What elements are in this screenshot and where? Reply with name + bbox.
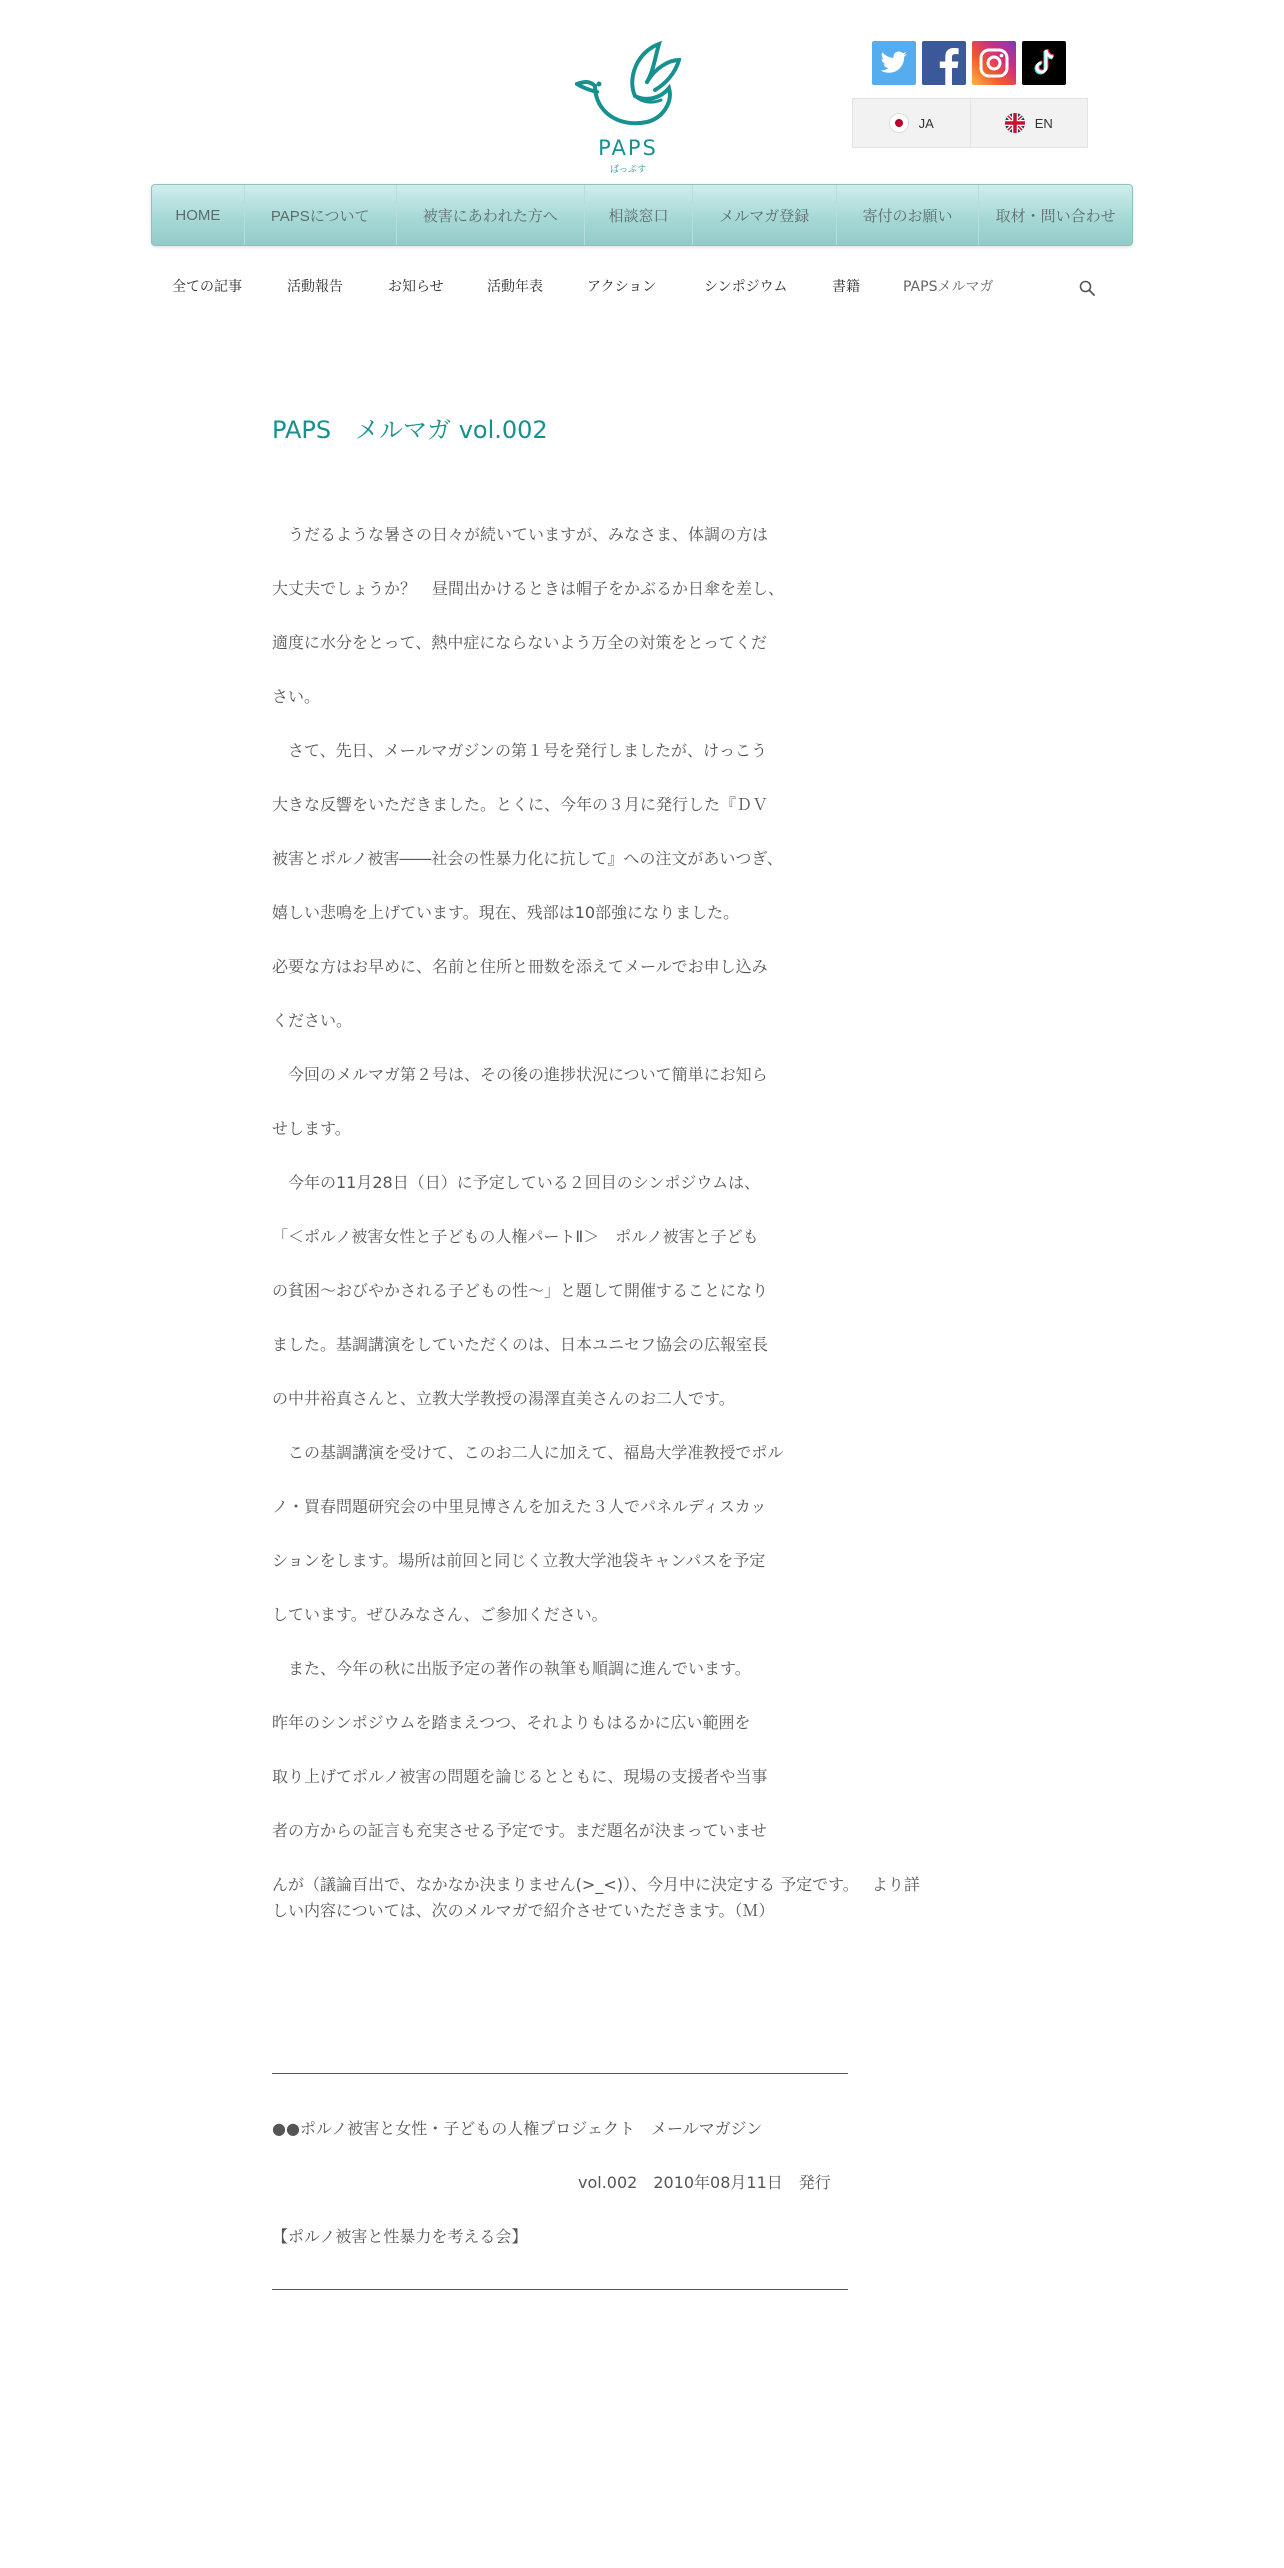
logo-subtext: ぱっぷす xyxy=(609,165,646,175)
article-line: しい内容については、次のメルマガで紹介させていただきます。（Ｍ） xyxy=(272,1901,775,1920)
article-line: 大きな反響をいただきました。とくに、今年の３月に発行した『ＤＶ xyxy=(272,795,769,814)
article-line: ました。基調講演をしていただくのは、日本ユニセフ協会の広報室長 xyxy=(272,1335,769,1354)
article-line: の中井裕真さんと、立教大学教授の湯澤直美さんのお二人です。 xyxy=(272,1389,735,1408)
language-code-ja: JA xyxy=(918,115,934,131)
category-all[interactable]: 全ての記事 xyxy=(172,279,242,295)
article-line: この基調講演を受けて、このお二人に加えて、福島大学准教授でポル xyxy=(272,1443,784,1462)
article-line: んが（議論百出で、なかなか決まりません(>_<)）、今月中に決定する 予定です。 より詳 xyxy=(272,1875,920,1894)
newsletter-issue-date: vol.002 2010年08月11日 発行 xyxy=(578,2173,831,2192)
article-line: ノ・買春問題研究会の中里見博さんを加えた３人でパネルディスカッ xyxy=(272,1497,767,1516)
newsletter-signature-title: ●●ポルノ被害と女性・子どもの人権プロジェクト メールマガジン xyxy=(272,2119,763,2138)
paps-logo[interactable] xyxy=(575,38,681,173)
nav-newsletter-signup[interactable]: メルマガ登録 xyxy=(693,185,837,245)
newsletter-publisher: 【ポルノ被害と性暴力を考える会】 xyxy=(272,2227,528,2246)
divider-top xyxy=(272,2073,848,2074)
tiktok-link[interactable] xyxy=(1022,41,1066,85)
category-action[interactable]: アクション xyxy=(587,279,657,295)
article-line: ください。 xyxy=(272,1011,353,1030)
article-line: 適度に水分をとって、熱中症にならないよう万全の対策をとってくだ xyxy=(272,633,768,652)
article-line: 取り上げてポルノ被害の問題を論じるとともに、現場の支援者や当事 xyxy=(272,1767,768,1786)
category-news[interactable]: お知らせ xyxy=(388,279,444,295)
language-code-en: EN xyxy=(1034,115,1053,131)
category-books[interactable]: 書籍 xyxy=(832,279,860,295)
article-line: 被害とポルノ被害――社会の性暴力化に抗して』への注文があいつぎ、 xyxy=(272,849,783,868)
logo-text: PAPS xyxy=(598,136,658,160)
nav-donation[interactable]: 寄付のお願い xyxy=(837,185,980,245)
nav-contact[interactable]: 取材・問い合わせ xyxy=(995,207,1116,225)
article-line: さい。 xyxy=(272,687,321,706)
language-selector xyxy=(852,98,1088,148)
article-line: 大丈夫でしょうか？ 昼間出かけるときは帽子をかぶるか日傘を差し、 xyxy=(272,579,785,598)
article-line: 今年の11月28日（日）に予定している２回目のシンポジウムは、 xyxy=(272,1173,761,1192)
category-symposium[interactable]: シンポジウム xyxy=(704,279,788,295)
language-option-en[interactable] xyxy=(970,99,1088,147)
instagram-icon xyxy=(978,47,1010,79)
article-line: 必要な方はお早めに、名前と住所と冊数を添えてメールでお申し込み xyxy=(272,957,768,976)
article-line: せします。 xyxy=(272,1119,351,1138)
divider-bottom xyxy=(272,2289,848,2290)
article-line: の貧困～おびやかされる子どもの性～」と題して開催することになり xyxy=(272,1281,769,1300)
article-line: また、今年の秋に出版予定の著作の執筆も順調に進んでいます。 xyxy=(272,1659,751,1678)
nav-consultation[interactable]: 相談窓口 xyxy=(585,185,693,245)
article-line: ションをします。場所は前回と同じく立教大学池袋キャンパスを予定 xyxy=(272,1551,766,1570)
uk-flag-icon xyxy=(1005,113,1025,133)
category-activity-report[interactable]: 活動報告 xyxy=(287,279,343,295)
nav-victims[interactable]: 被害にあわれた方へ xyxy=(397,185,586,245)
search-icon[interactable] xyxy=(1078,279,1096,297)
dove-icon xyxy=(575,38,681,136)
nav-about[interactable]: PAPSについて xyxy=(245,185,397,245)
facebook-icon xyxy=(922,41,966,85)
article-line: さて、先日、メールマガジンの第１号を発行しましたが、けっこう xyxy=(272,741,767,760)
article-line: うだるような暑さの日々が続いていますが、みなさま、体調の方は xyxy=(272,525,769,544)
language-option-ja[interactable] xyxy=(853,99,970,147)
facebook-link[interactable] xyxy=(922,41,966,85)
japan-flag-icon xyxy=(889,113,909,133)
main-navigation xyxy=(151,184,1133,246)
category-paps-newsletter[interactable]: PAPSメルマガ xyxy=(903,279,994,295)
article-title: PAPS メルマガ vol.002 xyxy=(272,416,548,444)
article-line: 「＜ポルノ被害女性と子どもの人権パートⅡ＞ ポルノ被害と子ども xyxy=(272,1227,759,1246)
article-line: 者の方からの証言も充実させる予定です。まだ題名が決まっていませ xyxy=(272,1821,767,1840)
instagram-link[interactable] xyxy=(972,41,1016,85)
article-line: 今回のメルマガ第２号は、その後の進捗状況について簡単にお知ら xyxy=(272,1065,768,1084)
tiktok-icon xyxy=(1030,48,1058,78)
article-line: 嬉しい悲鳴を上げています。現在、残部は10部強になりました。 xyxy=(272,903,740,922)
twitter-icon xyxy=(880,51,908,75)
twitter-link[interactable] xyxy=(872,41,916,85)
article-line: しています。ぜひみなさん、ご参加ください。 xyxy=(272,1605,608,1624)
nav-home[interactable]: HOME xyxy=(152,185,245,245)
category-timeline[interactable]: 活動年表 xyxy=(487,279,543,295)
article-line: 昨年のシンポジウムを踏まえつつ、それよりもはるかに広い範囲を xyxy=(272,1713,751,1732)
